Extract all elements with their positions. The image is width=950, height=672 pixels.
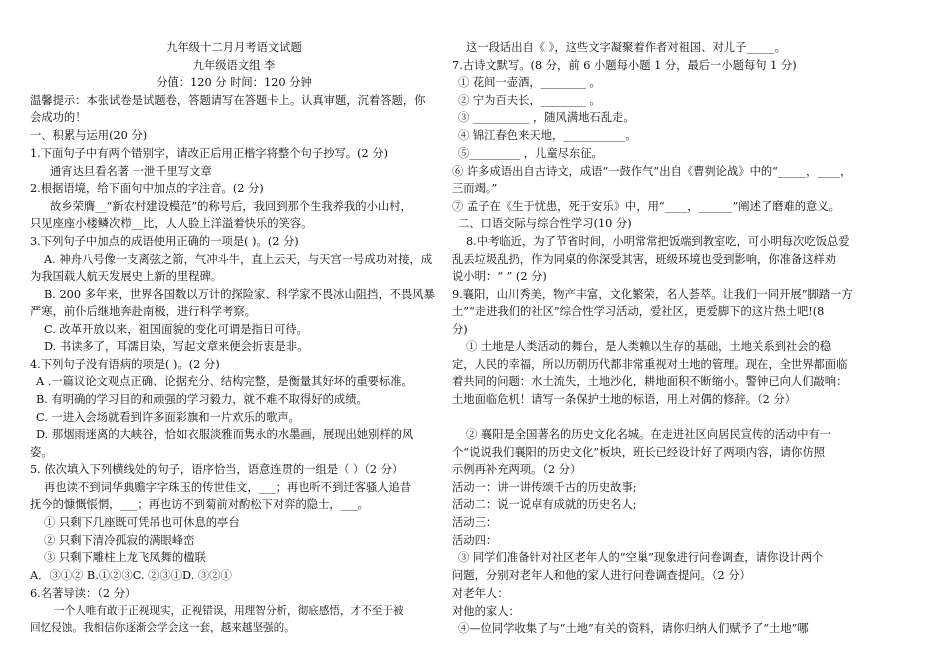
right-text-line: ④ 锦江春色来天地，___________。 (458, 129, 637, 142)
left-text-line: ③ 只剩下雕柱上龙飞凤舞的楹联 (44, 551, 206, 564)
right-text-line: 9.襄阳，山川秀美，物产丰富，文化繁荣，名人荟萃。让我们一同开展“脚踏一方 (452, 288, 853, 301)
right-text-line: 乱丢垃圾乱扔，作为同桌的你深受其害，班级环境也受到影响，你准备这样劝 (452, 253, 837, 266)
left-text-line: 分值：120 分 时间：120 分钟 (156, 76, 312, 89)
left-text-line: 一个人唯有敢于正视现实，正视错误，用理智分析，彻底感悟，才不至于被 (54, 605, 404, 617)
left-text-line: 九年级十二月月考语文试题 (166, 41, 302, 54)
right-text-line: 活动二：说一说卓有成就的历史名人; (452, 498, 637, 511)
right-text-line: 8.中考临近，为了节省时间，小明常常把饭端到教室吃，可小明每次吃饭总爱 (466, 235, 850, 248)
right-text-line: ⑤_________ ，儿童尽东征。 (458, 147, 603, 160)
left-text-line: 故乡荣膺__“新农村建设模范”的称号后，我回到那个生我养我的小山村， (50, 200, 412, 213)
right-text-line: ① 土地是人类活动的舞台，是人类赖以生存的基础，土地关系到社会的稳 (466, 340, 832, 353)
left-text-line: C. 改革开放以来，祖国面貌的变化可谓是指日可待。 (44, 323, 308, 336)
left-text-line: 九年级语文组 李 (192, 59, 276, 72)
left-text-line: 5. 依次填入下列横线处的句子，语序恰当，语意连贯的一组是（ ）（2 分） (30, 463, 404, 476)
left-text-line: A．③①② B.①②③C. ②③①D. ③②① (30, 569, 232, 582)
left-text-line: 抚今的慷慨悵惘，___；再也访不到菊前对酌松下对弈的隐士，___。 (30, 498, 369, 511)
left-text-line: 1.下面句子中有两个错别字，请改正后用正楷字将整个句子抄写。(2 分) (30, 147, 388, 160)
right-text-line: ③ __________ ，随风满地石乱走。 (458, 111, 635, 124)
right-text-line: ④—位同学收集了与“土地”有关的资料，请你归纳人们赋予了“土地”哪 (458, 622, 809, 635)
right-text-line: ⑦ 孟子在《生于忧患，死于安乐》中，用“____，______”阐述了磨难的意义。 (452, 200, 840, 213)
right-text-line: ③ 同学们准备针对社区老年人的“空巢”现象进行问卷调查，请你设计两个 (458, 551, 824, 564)
right-text-line: ② 襄阳是全国著名的历史文化名城。在走进社区向居民宣传的活动中有一 (466, 428, 832, 441)
right-text-line: 土”“走进我们的社区”综合性学习活动，爱社区，更爱脚下的这片热土吧!(8 (452, 305, 825, 318)
left-text-line: 姿。 (30, 446, 53, 459)
left-text-line: 3.下列句子中加点的成语使用正确的一项是( )。(2 分) (30, 235, 299, 248)
right-text-line: 问题，分别对老年人和他的家人进行问卷调查提问。（2 分） (452, 569, 751, 582)
right-text-line: ① 花间一壶酒，________ 。 (458, 76, 601, 89)
left-text-line: 通宵达旦看名著 一泄千里写文章 (50, 165, 212, 178)
left-text-line: B. 有明确的学习目的和顽强的学习毅力，就不难不取得好的成绩。 (36, 393, 368, 406)
left-text-line: 回忆侵蚀。我相信你逐渐会学会这一套，越来越坚强的。 (30, 622, 295, 634)
right-text-line: ② 宁为百夫长，________ 。 (458, 94, 601, 107)
right-text-line: 二、口语交际与综合性学习(10 分) (458, 217, 632, 230)
left-text-line: 6.名著导读：（2 分） (30, 587, 137, 600)
left-text-line: A .一篇议论文观点正确、论据充分、结构完整，是衡量其好坏的重要标准。 (36, 375, 413, 388)
left-text-line: 会成功的！ (30, 111, 87, 124)
left-text-line: 严寒，前仆后继地奔赴南极，进行科学考察。 (30, 305, 256, 318)
right-text-line: ⑥ 许多成语出自古诗文，成语“一鼓作气”出自《曹刿论战》中的“_____，____， (452, 165, 852, 178)
right-text-line: 示例再补充两项。（2 分） (452, 463, 582, 476)
right-text-line: 说小明：“ ” (2 分) (452, 270, 547, 283)
right-text-line: 这一段话出自《 》，这些文字凝聚着作者对祖国、对儿子_____。 (466, 41, 786, 54)
left-text-line: 为我国载人航天发展史上新的里程碑。 (30, 270, 223, 283)
right-text-line: 对他的家人： (452, 605, 520, 618)
left-text-line: ② 只剩下清冷孤寂的满眼峰峦 (44, 534, 195, 547)
left-text-line: 2.根据语境，给下面句中加点的字注音。(2 分) (30, 182, 264, 195)
right-text-line: 7.古诗文默写。(8 分，前 6 小题每小题 1 分，最后一小题每句 1 分) (452, 59, 797, 72)
right-text-line: 分) (452, 323, 468, 336)
right-text-line: 活动三： (452, 516, 498, 529)
left-text-line: 只见座座小楼鳞次栉__比，人人脸上洋溢着快乐的笑容。 (30, 217, 313, 230)
left-text-line: 温馨提示：本张试卷是试题卷，答题请写在答题卡上。认真审题，沉着答题，你 (30, 94, 426, 107)
right-text-line: 定，人民的幸福，所以历朝历代都非常重视对土地的管理。现在，全世界都面临 (452, 358, 848, 371)
right-text-line: 着共同的问题：水土流失，土地沙化，耕地面积不断缩小。警钟已向人们敲响： (452, 375, 848, 388)
right-text-line: 三而竭。” (452, 182, 498, 195)
left-text-line: 一、积累与运用(20 分) (30, 129, 148, 142)
right-text-line: 活动一：讲一讲传颂千古的历史故事; (452, 481, 637, 494)
left-text-line: A. 神舟八号像一支离弦之箭，气冲斗牛，直上云天，与天宫一号成功对接，成 (44, 253, 433, 266)
left-text-line: 再也读不到词华典赡字字珠玉的传世佳文，___；再也听不到迁客骚人追昔 (44, 481, 412, 494)
left-text-line: B. 200 多年来，世界各国数以万计的探险家、科学家不畏冰山阻挡，不畏风暴 (44, 288, 435, 301)
right-text-line: 个“说说我们襄阳的历史文化”板块，班长已经设计好了两项内容，请你仿照 (452, 446, 826, 459)
right-text-line: 土地面临危机！请写一条保护土地的标语，用上对偶的修辞。（2 分） (452, 393, 797, 406)
left-text-line: C. 一进入会场就看到许多面彩旗和一片欢乐的歌声。 (36, 411, 300, 424)
left-text-line: ① 只剩下几座既可凭吊也可休息的亭台 (44, 516, 240, 529)
left-text-line: D. 书读多了，耳濡目染，写起文章来便会折衷是非。 (44, 340, 309, 353)
left-text-line: 4.下列句子没有语病的项是( )。(2 分) (30, 358, 220, 371)
right-text-line: 活动四： (452, 534, 498, 547)
left-text-line: D. 那烟雨迷离的大峡谷，恰如衣服淡雅而隽永的水墨画，展现出她别样的风 (36, 428, 414, 441)
right-text-line: 对老年人： (452, 587, 509, 600)
